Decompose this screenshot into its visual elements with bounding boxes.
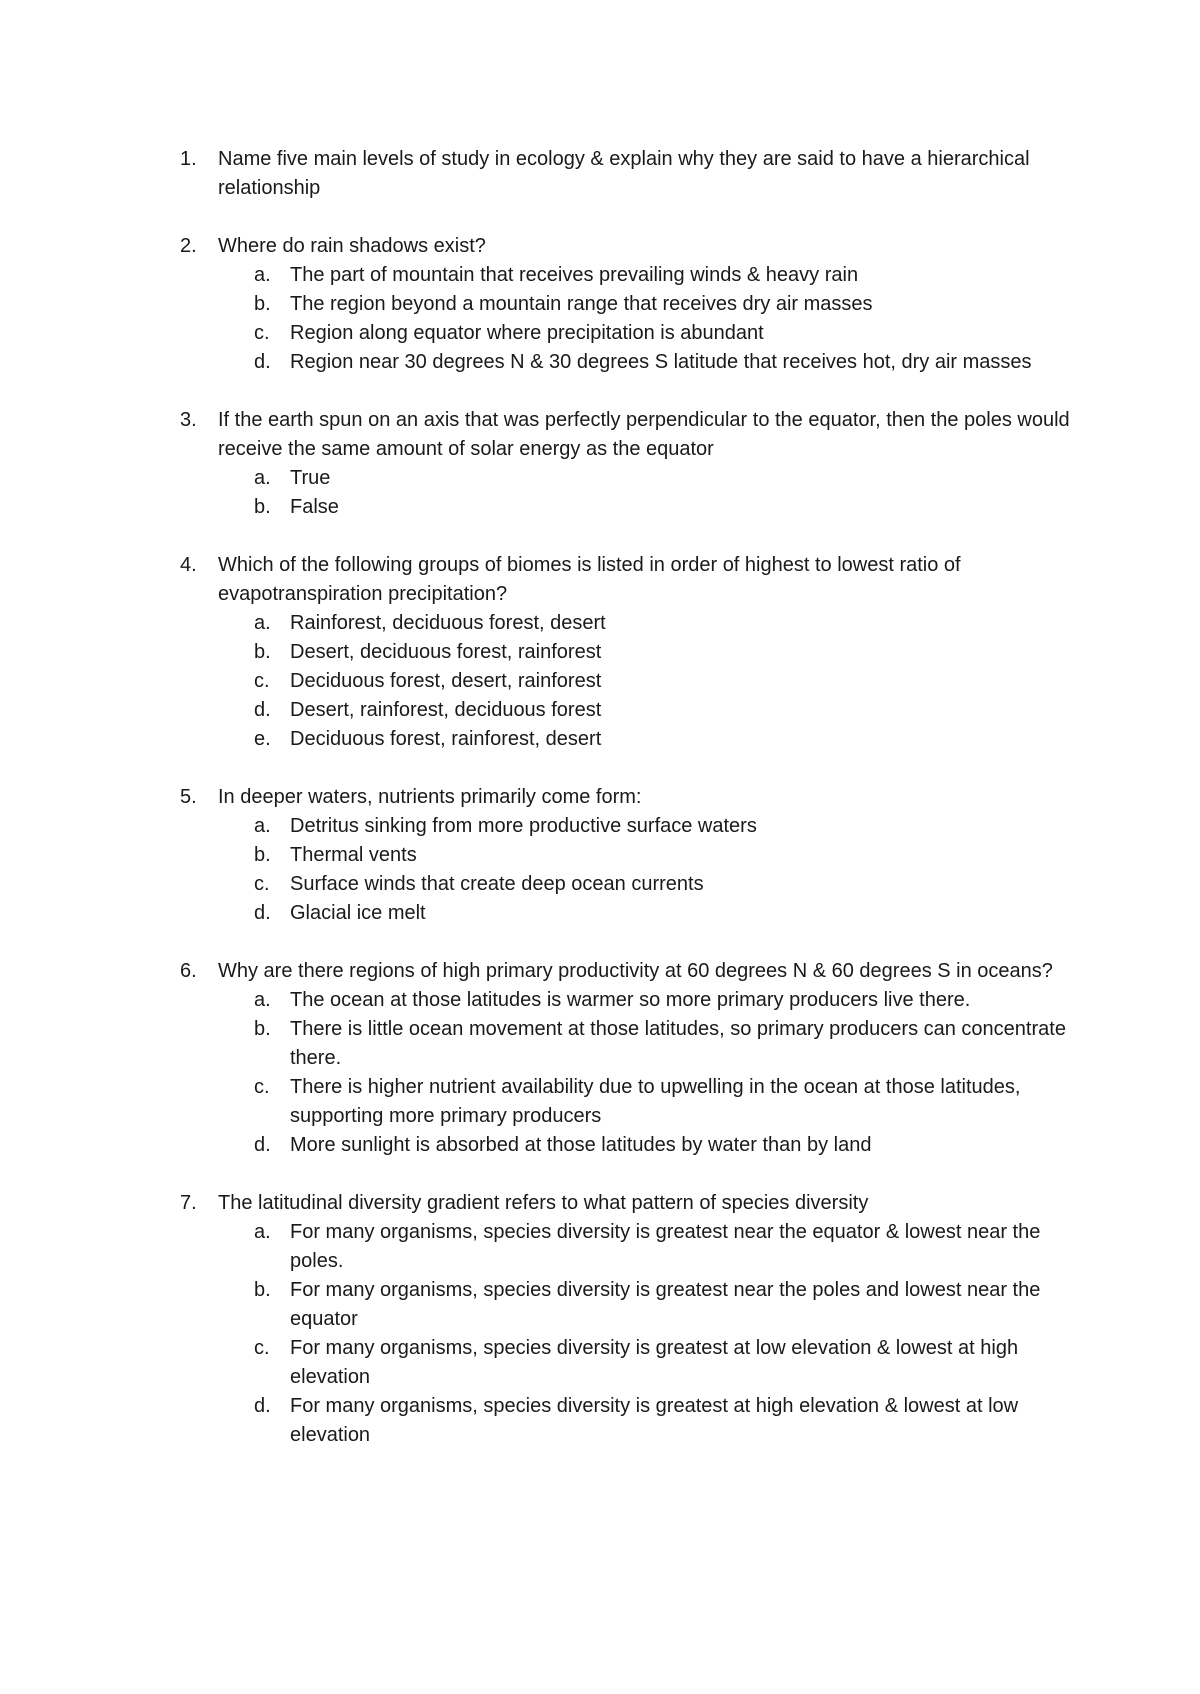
question-text: Where do rain shadows exist?	[218, 235, 486, 257]
option-letter: b.	[254, 844, 271, 866]
question-text: If the earth spun on an axis that was perfectly perpendicular to the equator, then the poles would receive the same amount of solar energy as the equator	[218, 409, 1076, 460]
option-letter: c.	[254, 1076, 270, 1098]
option-letter: b.	[254, 293, 271, 315]
option-text: Desert, deciduous forest, rainforest	[290, 641, 602, 663]
option-text: There is little ocean movement at those latitudes, so primary producers can concentrate there.	[290, 1018, 1066, 1069]
option-letter: d.	[254, 902, 271, 924]
question-item	[180, 1189, 1080, 1450]
option-text: Surface winds that create deep ocean currents	[290, 873, 704, 895]
question-number: 7.	[180, 1192, 197, 1214]
answer-option	[254, 609, 1080, 638]
question-text: Which of the following groups of biomes is listed in order of highest to lowest ratio of evapotranspiration precipitation?	[218, 554, 967, 605]
option-letter: a.	[254, 815, 271, 837]
option-letter: c.	[254, 873, 270, 895]
option-letter: b.	[254, 1279, 271, 1301]
answer-options	[180, 1218, 1080, 1450]
question-item	[180, 145, 1080, 203]
answer-option	[254, 899, 1080, 928]
answer-option	[254, 1131, 1080, 1160]
option-letter: c.	[254, 1337, 270, 1359]
answer-option	[254, 1334, 1080, 1392]
option-text: Rainforest, deciduous forest, desert	[290, 612, 606, 634]
question-item	[180, 551, 1080, 754]
option-letter: d.	[254, 1395, 271, 1417]
option-letter: a.	[254, 612, 271, 634]
option-letter: d.	[254, 1134, 271, 1156]
answer-option	[254, 667, 1080, 696]
option-text: True	[290, 467, 331, 489]
option-text: Thermal vents	[290, 844, 417, 866]
answer-option	[254, 1073, 1080, 1131]
option-letter: b.	[254, 641, 271, 663]
answer-option	[254, 1276, 1080, 1334]
question-item	[180, 406, 1080, 522]
answer-option	[254, 1392, 1080, 1450]
question-number: 3.	[180, 409, 197, 431]
question-item	[180, 232, 1080, 377]
answer-option	[254, 319, 1080, 348]
option-letter: a.	[254, 264, 271, 286]
option-text: Detritus sinking from more productive surface waters	[290, 815, 757, 837]
answer-options	[180, 986, 1080, 1160]
option-text: Desert, rainforest, deciduous forest	[290, 699, 602, 721]
answer-option	[254, 986, 1080, 1015]
answer-option	[254, 870, 1080, 899]
option-text: The region beyond a mountain range that receives dry air masses	[290, 293, 873, 315]
question-item	[180, 783, 1080, 928]
answer-option	[254, 493, 1080, 522]
option-text: For many organisms, species diversity is greatest near the poles and lowest near the equator	[290, 1279, 1041, 1330]
option-text: Deciduous forest, desert, rainforest	[290, 670, 602, 692]
option-text: Glacial ice melt	[290, 902, 426, 924]
option-text: The ocean at those latitudes is warmer so more primary producers live there.	[290, 989, 971, 1011]
option-letter: d.	[254, 351, 271, 373]
option-letter: d.	[254, 699, 271, 721]
question-text: In deeper waters, nutrients primarily come form:	[218, 786, 642, 808]
option-letter: c.	[254, 670, 270, 692]
option-letter: b.	[254, 496, 271, 518]
answer-option	[254, 812, 1080, 841]
option-letter: c.	[254, 322, 270, 344]
answer-option	[254, 841, 1080, 870]
option-text: Region along equator where precipitation is abundant	[290, 322, 764, 344]
option-text: False	[290, 496, 339, 518]
option-text: There is higher nutrient availability due to upwelling in the ocean at those latitudes, supporting more primary producers	[290, 1076, 1021, 1127]
question-number: 5.	[180, 786, 197, 808]
option-text: Region near 30 degrees N & 30 degrees S latitude that receives hot, dry air masses	[290, 351, 1032, 373]
option-letter: a.	[254, 989, 271, 1011]
option-text: For many organisms, species diversity is greatest at high elevation & lowest at low elevation	[290, 1395, 1019, 1446]
answer-option	[254, 1015, 1080, 1073]
option-letter: a.	[254, 467, 271, 489]
question-text: Name five main levels of study in ecology & explain why they are said to have a hierarchical relationship	[218, 148, 1036, 199]
question-number: 1.	[180, 148, 197, 170]
option-letter: e.	[254, 728, 271, 750]
question-number: 6.	[180, 960, 197, 982]
option-letter: b.	[254, 1018, 271, 1040]
question-text: Why are there regions of high primary productivity at 60 degrees N & 60 degrees S in oceans?	[218, 960, 1053, 982]
question-number: 2.	[180, 235, 197, 257]
option-text: For many organisms, species diversity is greatest near the equator & lowest near the poles.	[290, 1221, 1041, 1272]
question-text: The latitudinal diversity gradient refers to what pattern of species diversity	[218, 1192, 869, 1214]
question-list	[180, 145, 1080, 1479]
answer-option	[254, 638, 1080, 667]
answer-options	[180, 464, 1080, 522]
answer-options	[180, 261, 1080, 377]
question-item	[180, 957, 1080, 1160]
answer-options	[180, 812, 1080, 928]
answer-option	[254, 290, 1080, 319]
answer-option	[254, 725, 1080, 754]
option-text: More sunlight is absorbed at those latitudes by water than by land	[290, 1134, 872, 1156]
answer-option	[254, 464, 1080, 493]
answer-option	[254, 348, 1080, 377]
option-letter: a.	[254, 1221, 271, 1243]
answer-option	[254, 1218, 1080, 1276]
answer-option	[254, 261, 1080, 290]
question-number: 4.	[180, 554, 197, 576]
option-text: The part of mountain that receives prevailing winds & heavy rain	[290, 264, 859, 286]
answer-options	[180, 609, 1080, 754]
answer-option	[254, 696, 1080, 725]
option-text: For many organisms, species diversity is greatest at low elevation & lowest at high elevation	[290, 1337, 1019, 1388]
option-text: Deciduous forest, rainforest, desert	[290, 728, 602, 750]
